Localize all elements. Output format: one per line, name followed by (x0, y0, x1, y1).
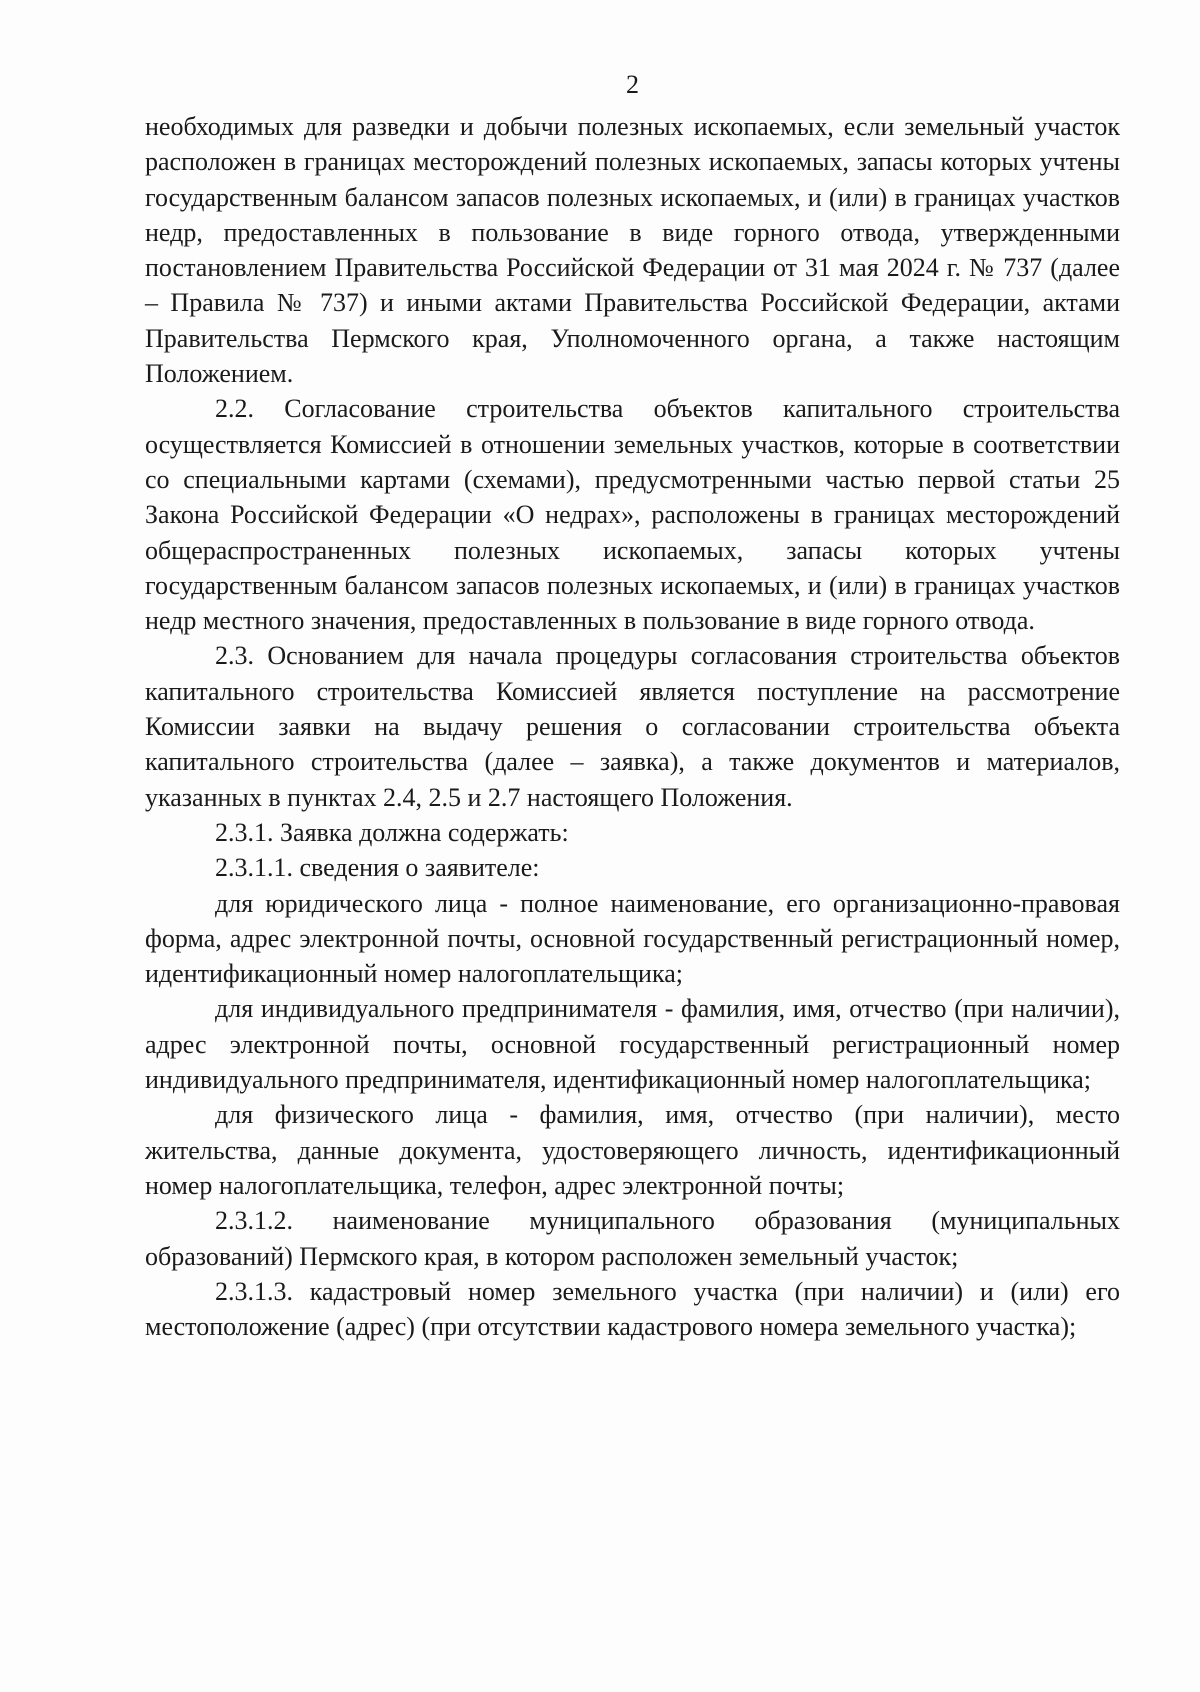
paragraph-individual-entrepreneur: для индивидуального предпринимателя - фамилия, имя, отчество (при наличии), адрес электронной почты, основной государственный регистрационный номер индивидуального предпринимателя, идентификационный номер налогоплательщика; (145, 994, 1120, 1095)
paragraph-continuation: необходимых для разведки и добычи полезных ископаемых, если земельный участок расположен в границах месторождений полезных ископаемых, запасы которых учтены государственным балансом запасов полезных ископаемых, и (или) в границах участков недр, предоставленных в пользование в виде горного отвода, утвержденными постановлением Правительства Российской Федерации от 31 мая 2024 г. № 737 (далее – Правила № 737) и иными актами Правительства Российской Федерации, актами Правительства Пермского края, Уполномоченного органа, а также настоящим Положением. (145, 112, 1120, 389)
paragraph-2-3-1-1: 2.3.1.1. сведения о заявителе: (215, 853, 540, 883)
paragraph-2-2: 2.2. Согласование строительства объектов капитального строительства осуществляется Комиссией в отношении земельных участков, которые в соответствии со специальными картами (схемами), предусмотренными частью первой статьи 25 Закона Российской Федерации «О недрах», расположены в границах месторождений общераспространенных полезных ископаемых, запасы которых учтены государственным балансом запасов полезных ископаемых, и (или) в границах участков недр местного значения, предоставленных в пользование в виде горного отвода. (145, 394, 1120, 636)
page-number: 2 (626, 70, 639, 99)
paragraph-2-3-1-2: 2.3.1.2. наименование муниципального образования (муниципальных образований) Пермского края, в котором расположен земельный участок; (145, 1206, 1120, 1271)
paragraph-natural-person: для физического лица - фамилия, имя, отчество (при наличии), место жительства, данные документа, удостоверяющего личность, идентификационный номер налогоплательщика, телефон, адрес электронной почты; (145, 1100, 1120, 1200)
paragraph-legal-entity: для юридического лица - полное наименование, его организационно-правовая форма, адрес электронной почты, основной государственный регистрационный номер, идентификационный номер налогоплательщика; (145, 888, 1120, 989)
document-body (145, 109, 1120, 1344)
paragraph-2-3: 2.3. Основанием для начала процедуры согласования строительства объектов капитального строительства Комиссией является поступление на рассмотрение Комиссии заявки на выдачу решения о согласовании строительства объекта капитального строительства (далее – заявка), а также документов и материалов, указанных в пунктах 2.4, 2.5 и 2.7 настоящего Положения. (145, 641, 1120, 812)
paragraph-2-3-1-3: 2.3.1.3. кадастровый номер земельного участка (при наличии) и (или) его местоположение (адрес) (при отсутствии кадастрового номера земельного участка); (145, 1276, 1120, 1342)
paragraph-2-3-1: 2.3.1. Заявка должна содержать: (215, 817, 569, 847)
